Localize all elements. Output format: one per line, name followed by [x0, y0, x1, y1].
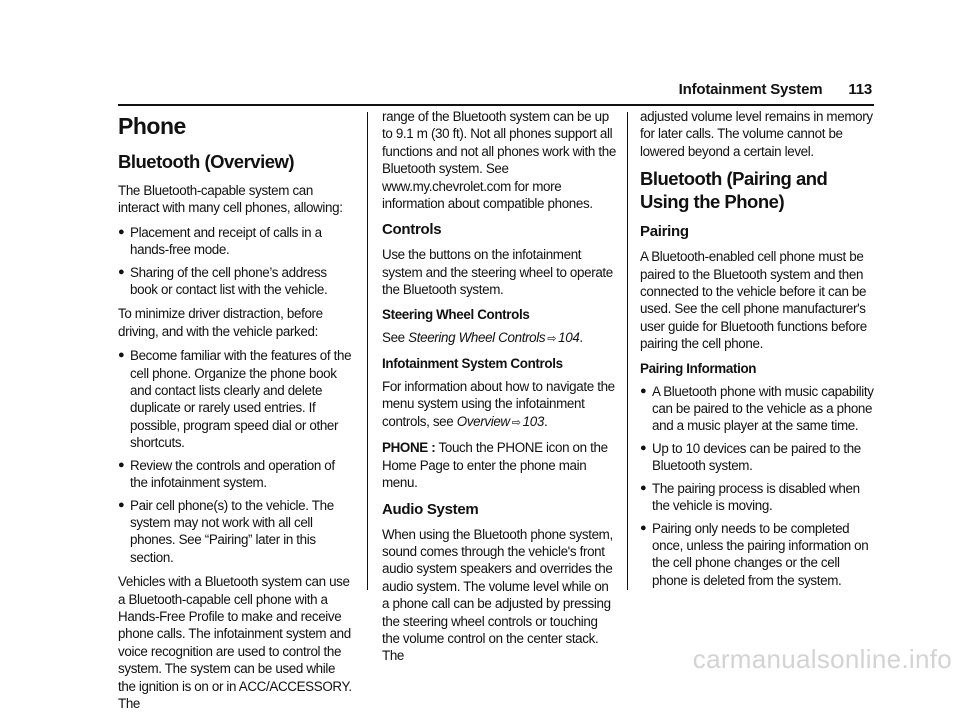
paragraph: A Bluetooth-enabled cell phone must be paired to the Bluetooth system and then connected to the vehicle before it can be used. See the cell phone manufacturer's user guide for Bluetooth functions before pairing the cell phone. [640, 249, 867, 352]
list-item: ● Up to 10 devices can be paired to the Bluetooth system. [640, 440, 861, 474]
paragraph: Use the buttons on the infotainment system and the steering wheel to operate the Bluetooth system. [382, 247, 613, 298]
subheading-controls: Controls [382, 221, 442, 239]
running-header [679, 81, 872, 98]
bullet-icon: ● [640, 521, 647, 534]
section-heading-bluetooth-overview: Bluetooth (Overview) [118, 151, 295, 172]
subheading-pairing: Pairing [640, 223, 689, 241]
column-2 [382, 108, 618, 672]
bullet-icon: ● [640, 441, 647, 454]
list-item: ● The pairing process is disabled when the vehicle is moving. [640, 480, 860, 514]
list-item: ● Pair cell phone(s) to the vehicle. The system may not work with all cell phones. See “Pairing” later in this section. [118, 497, 334, 565]
subheading-audio-system: Audio System [382, 500, 479, 518]
bullet-list [118, 347, 354, 566]
bullet-icon: ● [118, 349, 125, 362]
paragraph: When using the Bluetooth phone system, sound comes through the vehicle's front audio system speakers and overrides the audio system. The volume level while on a phone call can be adjusted by pressing the steering wheel controls or touching the volume control on the center stack. The [382, 526, 613, 664]
column-divider [627, 112, 628, 590]
paragraph: Vehicles with a Bluetooth system can use a Bluetooth-capable cell phone with a Hands-Free Profile to make and receive phone calls. The infotainment system and voice recognition are used to control the system. The system can be used while the ignition is on or in ACC/ACCESSORY. The [118, 574, 352, 711]
column-3 [640, 108, 876, 596]
list-item: ● Pairing only needs to be completed once, unless the pairing information on the cell phone changes or the cell phone is deleted from the system. [640, 520, 869, 588]
xref-page[interactable]: 103 [522, 413, 544, 429]
bullet-icon: ● [118, 225, 125, 238]
page-title: Phone [118, 113, 186, 139]
cross-reference: See Steering Wheel Controls ⇨ 104. [382, 329, 583, 345]
subheading-pairing-information: Pairing Information [640, 360, 757, 376]
paragraph: range of the Bluetooth system can be up to 9.1 m (30 ft). Not all phones support all functions and not all phones work with the Bluetooth system. See www.my.chevrolet.com for more information about compatible phones. [382, 109, 616, 212]
bullet-icon: ● [640, 384, 647, 397]
bullet-icon: ● [118, 498, 125, 511]
paragraph: For information about how to navigate the menu system using the infotainment controls, see Overview ⇨ 103. [382, 379, 615, 429]
list-item: ● Sharing of the cell phone’s address book or contact list with the vehicle. [118, 264, 328, 298]
paragraph: The Bluetooth-capable system can interact with many cell phones, allowing: [118, 183, 343, 216]
bullet-list [640, 383, 876, 589]
xref-page[interactable]: 104 [558, 329, 580, 345]
column-1 [118, 108, 354, 719]
list-item: ● Placement and receipt of calls in a hands-free mode. [118, 224, 322, 258]
section-heading-bluetooth-pairing: Bluetooth (Pairing and Using the Phone) [640, 168, 828, 213]
subheading-steering-wheel-controls: Steering Wheel Controls [382, 306, 530, 322]
header-rule [118, 104, 874, 106]
subheading-infotainment-controls: Infotainment System Controls [382, 356, 563, 372]
bullet-icon: ● [118, 265, 125, 278]
phone-label: PHONE : [382, 440, 436, 456]
paragraph: PHONE : Touch the PHONE icon on the Home Page to enter the phone main menu. [382, 440, 608, 491]
bullet-icon: ● [118, 458, 125, 471]
page-ref-arrow-icon: ⇨ [511, 416, 521, 429]
list-item: ● A Bluetooth phone with music capability can be paired to the vehicle as a phone and a music player at the same time. [640, 383, 874, 434]
page-number: 113 [848, 81, 872, 98]
paragraph: adjusted volume level remains in memory for later calls. The volume cannot be lowered beyond a certain level. [640, 109, 873, 159]
xref-link[interactable]: Steering Wheel Controls [408, 329, 546, 345]
list-item: ● Review the controls and operation of the infotainment system. [118, 457, 335, 491]
xref-link[interactable]: Overview [456, 413, 510, 429]
bullet-icon: ● [640, 481, 647, 494]
paragraph: To minimize driver distraction, before driving, and with the vehicle parked: [118, 306, 323, 339]
list-item: ● Become familiar with the features of the cell phone. Organize the phone book and contact lists clearly and delete duplicate or rarely used entries. If possible, program speed dial or other shortcuts. [118, 348, 352, 451]
bullet-list [118, 224, 354, 299]
section-title: Infotainment System [678, 81, 823, 98]
column-divider [367, 112, 368, 590]
page-ref-arrow-icon: ⇨ [547, 332, 557, 345]
watermark: carmanualsonline.info [692, 644, 952, 674]
